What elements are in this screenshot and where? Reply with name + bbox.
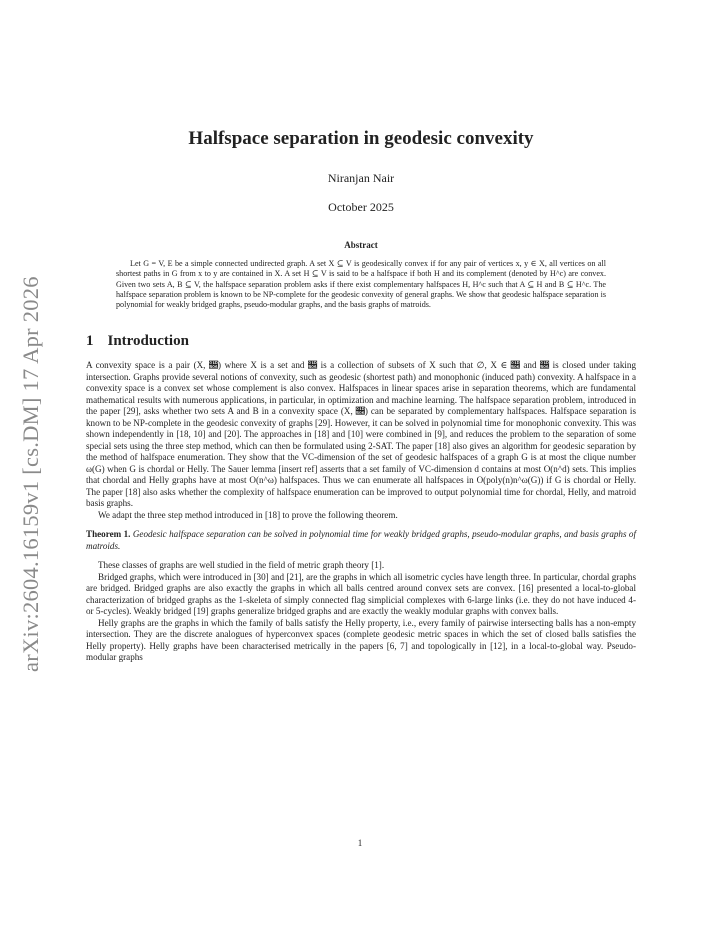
intro-paragraph-2: We adapt the three step method introduced in [18] to prove the following theorem. (98, 509, 398, 520)
theorem-1 (86, 529, 636, 552)
abstract-text: Let G = V, E be a simple connected undirected graph. A set X ⊆ V is geodesically convex if for any pair of vertices x, y ∈ X, all vertices on all shortest paths in G from x to y are contained in X. A set H ⊆ V is said to be a halfspace if both H and its complement (denoted by H^c) are convex. Given two sets A, B ⊆ V, the halfspace separation problem asks if there exist complementary halfspaces H, H^c such that A ⊆ H and B ⊆ H^c. The halfspace separation problem is known to be NP-complete for the geodesic convexity of general graphs. We show that geodesic halfspace separation is polynomial for weakly bridged graphs, pseudo-modular graphs, and the basis graphs of matroids. (116, 259, 606, 310)
theorem-statement: Geodesic halfspace separation can be solved in polynomial time for weakly bridged graphs, pseudo-modular graphs, and basis graphs of matroids. (86, 529, 636, 551)
abstract-heading: Abstract (344, 240, 378, 250)
body-paragraph-bridged-graphs: Bridged graphs, which were introduced in [30] and [21], are the graphs in which all isometric cycles have length three. In particular, chordal graphs are bridged. Bridged graphs are also exactly the graphs in which all balls centred around convex sets are convex. [16] presented a local-to-global characterization of bridged graphs as the 1-skeleta of simply connected flag simplicial complexes with 6-large links (i.e. they do not have induced 4- or 5-cycles). Weakly bridged [19] graphs generalize bridged graphs and are exactly the weakly modular graphs with convex balls. (86, 571, 636, 617)
author-name: Niranjan Nair (327, 171, 395, 185)
arxiv-identifier-stamp: arXiv:2604.16159v1 [cs.DM] 17 Apr 2026 (18, 276, 43, 672)
theorem-label: Theorem 1. (86, 529, 131, 540)
section-heading (86, 331, 636, 351)
section-number: 1 (86, 333, 94, 350)
paper-first-page (86, 124, 636, 664)
page-number: 1 (357, 838, 363, 848)
body-paragraph-helly-graphs: Helly graphs are the graphs in which the family of balls satisfy the Helly property, i.e., every family of pairwise intersecting balls has a non-empty intersection. They are the discrete analogues of hyperconvex spaces (complete geodesic metric spaces in which the set of closed balls satisfies the Helly property). Helly graphs have been characterised metrically in the papers [6, 7] and topologically in [12], in a local-to-global way. Pseudo-modular graphs (86, 617, 636, 663)
paper-date: October 2025 (328, 200, 394, 214)
section-title: Introduction (107, 333, 189, 350)
paper-title: Halfspace separation in geodesic convexity (188, 128, 534, 149)
body-paragraph-graph-classes: These classes of graphs are well studied in the field of metric graph theory [1]. (98, 560, 385, 571)
intro-paragraph-1: A convexity space is a pair (X, 𝔆) where X is a set and 𝔆 is a collection of subsets of X such that ∅, X ∈ 𝔆 and 𝔆 is closed under taking intersection. Graphs provide several notions of convexity, such as geodesic (shortest path) and monophonic (induced path) convexity. A halfspace in a convexity space is a convex set whose complement is also convex. Halfspaces in linear spaces arise in separation theorems, which are fundamental mathematical results with numerous applications, in particular, in optimization and machine learning. The halfspace separation problem, introduced in the paper [29], asks whether two sets A and B in a convexity space (X, 𝔆) can be separated by complementary halfspaces. Halfspace separation is known to be NP-complete in the geodesic convexity of graphs [29]. However, it can be solved in polynomial time for monophonic convexity. This was shown independently in [18, 10] and [20]. The approaches in [18] and [10] were combined in [9], and reduces the problem to the separation of some special sets using the three step method, which can then be formulated using 2-SAT. The paper [18] also gives an algorithm for geodesic separation by the method of halfspace enumeration. They show that the VC-dimension of the set of geodesic halfspaces of a graph G is at most the clique number ω(G) when G is chordal or Helly. The Sauer lemma [insert ref] asserts that a set family of VC-dimension d contains at most O(n^d) sets. This implies that chordal and Helly graphs have at most O(n^ω) halfspaces. Thus we can enumerate all halfspaces in O(poly(n)n^ω(G)) if G is chordal or Helly. The paper [18] also asks whether the complexity of halfspace enumeration can be improved to output polynomial time for chordal, Helly, and matroid basis graphs. (86, 360, 636, 509)
